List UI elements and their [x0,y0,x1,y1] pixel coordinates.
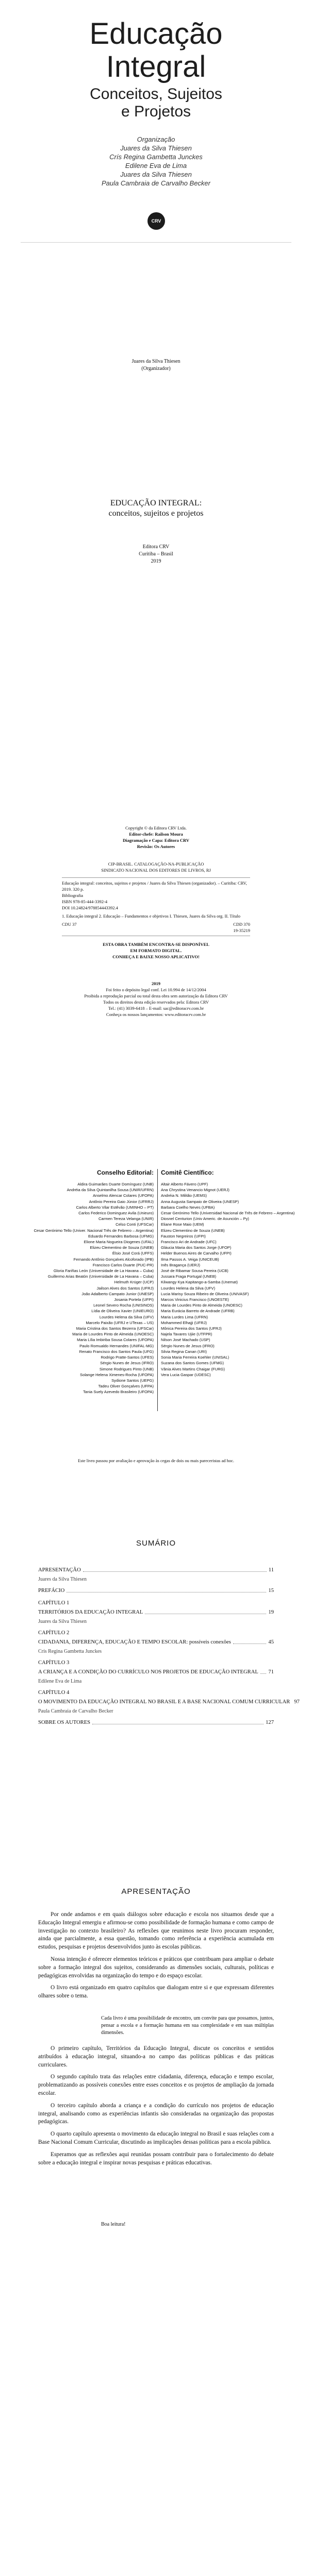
doi: DOI 10.24824/978854443392.4 [62,905,118,910]
council-member: Maria Lurdes Lima (UFRN) [161,1314,208,1319]
legal-year: 2019 [152,981,160,986]
toc-entry-title: CAPÍTULO 1 [38,1600,70,1606]
cover-title-line-2: Integral [106,50,206,83]
legal-line: Conheça os nossos lançamentos: www.editoracrv.com.br [106,1012,206,1017]
toc-entry[interactable] [38,1609,274,1616]
council-member: Ana Chrystina Venancio Mignot (UERJ) [161,1188,229,1193]
council-member: Celso Conti (UFSCar) [116,1222,154,1227]
title-page [0,444,312,794]
council-member: Najela Tavares Ujiie (UTFPR) [161,1332,212,1337]
copyright-line: Copyright © da Editora CRV Ltda. [125,825,187,831]
toc-page-number: 11 [268,1567,274,1573]
council-member: Barbara Coelho Neves (UFBA) [161,1205,215,1210]
presentation-closing: Boa leitura! [101,2222,126,2227]
cover-organizers [0,135,312,188]
council-member: Fauston Negreiros (UFPI) [161,1233,206,1239]
toc-page-number: 45 [268,1639,274,1645]
cover-subtitle-line-2: e Projetos [121,103,191,120]
copyright-line: Editor-chefe: Railson Moura [129,832,183,837]
council-member: Maria Lília Imbiriba Sousa Colares (UFOPA) [77,1337,154,1343]
toc-entry-title: SOBRE OS AUTORES [38,1720,91,1725]
council-member: Simone Rodrigues Pinto (UNB) [99,1366,154,1371]
council-member: Ilma Passos A. Veiga (UNICEUB) [161,1257,219,1262]
toc-page-number: 71 [268,1669,274,1675]
council-member: Mohammed Elhajji (UFRJ) [161,1320,207,1325]
presentation-paragraph: O primeiro capítulo, Territórios da Educação Integral, discute os conceitos e sentidos atribuídos à educação integral, situando-a no campo das políticas públicas e das práticas curriculares. [38,2045,274,2068]
council-member: Sérgio Nunes de Jesus (IFRO) [161,1343,215,1348]
council-member: Lourdes Helena da Silva (UFV) [161,1285,216,1291]
council-member: João Adalberto Campato Junior (UNESP) [81,1291,154,1296]
title-page-main-title: EDUCAÇÃO INTEGRAL: [110,499,202,507]
council-member: Sydione Santos (UEPG) [111,1378,154,1383]
toc-entry[interactable] [38,1587,274,1595]
cover-page [0,0,312,302]
council-member: Jailson Alves dos Santos (UFRJ) [96,1285,154,1291]
toc-entry-author: Edilene Eva de Lima [38,1679,82,1684]
toc-page-number: 15 [268,1588,274,1594]
council-member: Carlos Federico Dominguez Avila (Unieuro) [78,1211,154,1216]
imprint-publisher: Editora CRV [142,544,170,550]
council-member: Andréia N. Militão (UEMS) [161,1193,207,1198]
council-member: Elione Maria Nogueira Diogenes (UFAL) [84,1240,154,1245]
toc-entry[interactable] [38,1719,274,1726]
council-member: Marcelo Paixão (UFRJ e UTexas – US) [86,1320,154,1325]
council-member: Kilwangy Kya Kapitango-a-Samba (Unemat) [161,1280,238,1285]
presentation-epigraph: Cada livro é uma possibilidade de encontro, um convite para que possamos, juntos, pensar a escola e a formação humana em sua complexidade e em suas múltiplas dimensões. [101,2015,274,2036]
council-member: Lucia Marisy Souza Ribeiro de Oliveira (UNIVASF) [161,1291,249,1296]
copyright-credits [0,825,312,850]
cip-title: CIP-BRASIL. CATALOGAÇÃO-NA-PUBLICAÇÃO [108,861,204,867]
subject-list: 1. Educação integral 2. Educação – Fundamentos e objetivos I. Thiesen, Juares da Silva org. II. Título [62,913,241,919]
toc-entry-author: Juares da Silva Thiesen [38,1577,87,1582]
cdd-code: CDD 370 [233,922,250,927]
presentation-paragraph: O livro está organizado em quatro capítulos que dialogam entre si e que expressam diferentes olhares sobre o tema. [38,1985,274,1999]
council-member: Andréia da Silva Quintanilha Sousa (UNIR/UFRN) [67,1188,154,1193]
toc-entry[interactable] [38,1630,274,1637]
council-member: Antônio Pereira Gaio Júnior (UFRRJ) [89,1199,154,1204]
council-member: Francisco Ari de Andrade (UFC) [161,1240,217,1245]
toc-page-number: 19 [268,1609,274,1615]
editorial-council-list [15,1181,154,1395]
organizer-name: Juares da Silva Thiesen [120,144,192,152]
presentation-paragraph: O segundo capítulo trata das relações entre cidadania, diferença, educação e tempo escolar, problematizando as possíveis conexões entre esses conceitos e os projetos de ampliação da jornada escolar. [38,2074,274,2096]
toc-entry[interactable] [38,1639,274,1646]
toc-entry[interactable] [38,1659,274,1667]
council-member: Tania Suely Azevedo Brasileiro (UFOPA) [83,1389,154,1395]
legal-line: ESTA OBRA TAMBÉM ENCONTRA-SE DISPONÍVEL [103,942,209,947]
toc-entry-title: TERRITÓRIOS DA EDUCAÇÃO INTEGRAL [38,1609,143,1615]
scientific-committee-list [161,1181,299,1378]
toc-page [0,1489,312,2566]
copyright-page [0,794,312,1149]
council-member: Eduardo Fernandes Barbosa (UFMG) [88,1233,154,1239]
council-member: Helmuth Krüger (UCP) [114,1280,154,1285]
council-member: Inês Bragança (UERJ) [161,1262,200,1267]
council-member: Vera Lucia Gaspar (UDESC) [161,1372,211,1377]
council-member: Gláucia Maria dos Santos Jorge (UFOP) [161,1245,232,1250]
isbn: ISBN 978-85-444-3392-4 [62,899,108,904]
record-code: 19-35219 [233,928,250,933]
council-member: Maria Cristina dos Santos Bezerra (UFSCar) [76,1326,154,1331]
council-member: Maria de Lourdes Pinto de Almeida (UNOESC) [161,1303,242,1308]
council-member: Aldira Guimarães Duarte Domínguez (UNB) [77,1182,154,1187]
toc-entry-title: O MOVIMENTO DA EDUCAÇÃO INTEGRAL NO BRASIL E A BASE NACIONAL COMUM CURRICULAR [38,1699,290,1705]
digital-availability [0,941,312,960]
copyright-line: Revisão: Os Autores [137,844,175,849]
council-member: Silvia Regina Canan (URI) [161,1349,207,1354]
presentation-paragraph: Nossa intenção é oferecer elementos teóricos e práticos que contribuam para ampliar o debate sobre a formação integral dos sujeitos, considerando as dimensões sociais, culturais, políticas e pedagógicas envolvidas na organização do tempo e do espaço escolar. [38,1956,274,1979]
editorial-council-title: Conselho Editorial: [96,1169,154,1176]
council-member: Sérgio Nunes de Jesus (IFRO) [100,1361,154,1366]
cover-subtitle [0,86,312,121]
presentation-paragraph: Por onde andamos e em quais diálogos sobre educação e escola nos situamos desde que a Educação Integral emergiu e afirmou-se como possibilidade de formação humana e como campo de investigação no contexto brasileiro? As reflexões que reunimos neste livro procuram responder, ainda que parcialmente, a essa questão, tomando como referência a experiência acumulada em estudos, pesquisas e projetos desenvolvidos junto às escolas públicas. [38,1911,274,1951]
crv-logo-text: CRV [151,218,161,224]
toc-page-number: 97 [294,1699,300,1705]
council-member: Vânia Alves Martins Chaigar (FURG) [161,1366,225,1371]
cip-header [0,861,312,873]
presentation-paragraph: Esperamos que as reflexões aqui reunidas possam contribuir para o fortalecimento do debate sobre a educação integral e inspirar novas pesquisas e práticas educativas. [38,2151,274,2166]
presentation-body-continued [38,2045,274,2171]
council-member: Carmen Tereza Velanga (UNIR) [98,1216,154,1222]
council-member: Sonia Maria Ferreira Koehler (UNISAL) [161,1355,229,1360]
crv-logo [147,212,165,230]
half-title-role: (Organizador) [141,366,171,371]
toc-entry-title: CAPÍTULO 2 [38,1630,70,1636]
column-divider [157,1169,158,1411]
council-member: Fernando Antônio Gonçalves Alcoforado (IPB) [73,1257,154,1262]
council-member: Rodrigo Pratte-Santos (UFES) [101,1355,154,1360]
presentation-paragraph: O quarto capítulo apresenta o movimento da educação integral no Brasil e suas relações com a Base Nacional Comum Curricular, discutindo as implicações dessas políticas para a escola pública. [38,2131,274,2145]
imprint-city: Curitiba – Brasil [139,551,173,557]
toc-entry[interactable] [38,1567,274,1574]
imprint-year: 2019 [151,558,161,564]
title-page-title [0,498,312,519]
toc-entry-title: CIDADANIA, DIFERENÇA, EDUCAÇÃO E TEMPO ESCOLAR: possíveis conexões [38,1639,231,1645]
toc-page-number: 127 [266,1720,274,1725]
council-member: Josania Portela (UFPI) [114,1297,154,1302]
council-member: Suzana dos Santos Gomes (UFMG) [161,1361,224,1366]
half-title-page [0,301,312,444]
toc-title: SUMÁRIO [136,1539,176,1548]
council-member: Jussara Fraga Portugal (UNEB) [161,1274,217,1279]
toc-entry[interactable] [38,1669,274,1676]
cover-title [0,18,312,83]
presentation-body [38,1911,274,2005]
organizer-name: Edilene Eva de Lima [125,162,187,170]
toc-entry-author: Paula Cambraia de Carvalho Becker [38,1708,113,1714]
toc-entry[interactable] [38,1600,274,1607]
presentation-title: APRESENTAÇÃO [121,1887,191,1896]
toc-entry-author: Juares da Silva Thiesen [38,1619,87,1624]
council-member: Anna Augusta Sampaio de Oliveira (UNESP) [161,1199,239,1204]
council-member: Eliane Rose Maio (UEM) [161,1222,204,1227]
divider [21,242,291,243]
council-member: Élsio José Corá (UFFS) [112,1251,154,1256]
toc-leader [260,1673,267,1674]
legal-line: EM FORMATO DIGITAL. [130,948,182,953]
council-member: Solange Helena Ximenes-Rocha (UFOPA) [80,1372,154,1377]
organizer-name: Paula Cambraia de Carvalho Becker [102,179,210,187]
legal-line: Proibida a reprodução parcial ou total desta obra sem autorização da Editora CRV [84,993,228,998]
organizer-name: Juares da Silva Thiesen [120,171,192,178]
legal-line: CONHEÇA E BAIXE NOSSO APLICATIVO! [112,954,200,959]
council-member: Elizeu Clementino de Souza (UNEB) [161,1228,225,1233]
council-member: Francisco Carlos Duarte (PUC-PR) [92,1262,154,1267]
council-member: Carlos Alberto Vilar Estêvão (UMINHO – PT) [76,1205,154,1210]
council-member: Leonel Severo Rocha (UNISINOS) [93,1303,154,1308]
council-member: Gloria Fariñas León (Universidade de La Havana – Cuba) [53,1268,154,1274]
council-member: Mônica Pereira dos Santos (UFRJ) [161,1326,222,1331]
cover-subtitle-line-1: Conceitos, Sujeitos [90,86,222,103]
legal-line: Todos os direitos desta edição reservados pela: Editora CRV [103,999,209,1005]
text-page [0,2565,312,2576]
toc-leader [83,1571,267,1572]
council-member: Marcos Vinicius Francisco (UNOESTE) [161,1297,229,1302]
council-member: Maria de Lourdes Pinto de Almeida (UNOESC) [72,1332,154,1337]
toc-entry-title: A CRIANÇA E A CONDIÇÃO DO CURRÍCULO NOS PROJETOS DE EDUCAÇÃO INTEGRAL [38,1669,258,1675]
toc-entry[interactable] [38,1689,274,1697]
toc-entry-title: APRESENTAÇÃO [38,1567,81,1573]
organizers-label: Organização [137,135,175,143]
toc-entry-title: CAPÍTULO 3 [38,1660,70,1666]
half-title-author: Juares da Silva Thiesen [132,359,180,364]
title-page-subtitle: conceitos, sujeitos e projetos [108,509,204,518]
toc-entry[interactable] [38,1699,300,1706]
cover-title-line-1: Educação [89,17,223,50]
cdu-code: CDU 37 [62,922,77,927]
council-member: Elizeu Clementino de Souza (UNEB) [90,1245,154,1250]
toc-entry-title: CAPÍTULO 4 [38,1690,70,1696]
council-page [0,1148,312,1490]
presentation-paragraph: O terceiro capítulo aborda a criança e a condição do currículo nos projetos de educação integral, analisando como as experiências infantis são consideradas na organização das propostas pedagógicas. [38,2102,274,2125]
council-member: José de Ribamar Sousa Pereira (UCB) [161,1268,228,1274]
title-page-imprint [0,544,312,565]
council-member: Cesar Gerónimo Tello (Univer. Nacional Três de Febrero – Argentina) [34,1228,154,1233]
copyright-line: Diagramação e Capa: Editora CRV [122,838,190,843]
council-member: Nilson José Machado (USP) [161,1337,210,1343]
council-member: Guillermo Arias Beatón (Universidade de La Havana – Cuba) [47,1274,154,1279]
organizer-name: Crís Regina Gambetta Junckes [109,153,203,161]
toc-leader [233,1643,267,1644]
cip-subtitle: SINDICATO NACIONAL DOS EDITORES DE LIVROS, RJ [101,868,211,873]
toc-entry-author: Crís Regina Gambetta Junckes [38,1649,102,1654]
council-member: Anselmo Alencar Colares (UFOPA) [92,1193,154,1198]
bibliography-note: Bibliografia [62,893,84,898]
council-member: Lourdes Helena da Silva (UFV) [99,1314,154,1319]
toc-entry-title: PREFÁCIO [38,1588,65,1594]
council-member: Tadeu Oliver Gonçalves (UFPA) [98,1384,154,1389]
legal-notice [0,980,312,1018]
council-member: Helder Buenos Aires de Carvalho (UFPI) [161,1251,232,1256]
peer-review-note: Este livro passou por avaliação e aprovação às cegas de dois ou mais pareceristas ad hoc. [77,1458,235,1463]
council-member: Paulo Romualdo Hernandes (UNIFAL-MG) [79,1343,154,1348]
classification-row [62,921,250,927]
catalog-entry: Educação integral: conceitos, sujeitos e projetos / Juares da Silva Thiesen (organizador). – Curitiba: CRV, 2019. 320 p. [62,880,247,892]
half-title-block [0,358,312,372]
council-member: Lídia de Oliveira Xavier (UNIEURO) [91,1309,154,1314]
council-member: Diosnel Centurion (Univ Americ. de Asunción – Py) [161,1216,249,1222]
council-member: Maria Eurácia Barreto de Andrade (UFRB) [161,1309,235,1314]
council-member: Altair Alberto Fávero (UPF) [161,1182,208,1187]
cip-record [62,877,250,936]
legal-line: Foi feito o depósito legal conf. Lei 10.994 de 14/12/2004 [106,987,206,992]
council-member: Renato Francisco dos Santos Paula (UFG) [79,1349,154,1354]
scientific-committee-title: Comitê Científico: [161,1169,214,1176]
legal-line: Tel.: (41) 3039-6418 – E-mail: sac@editoracrv.com.br [108,1006,204,1011]
council-member: Cesar Gerónimo Tello (Universidad Nacional de Três de Febrero – Argentina) [161,1211,295,1216]
